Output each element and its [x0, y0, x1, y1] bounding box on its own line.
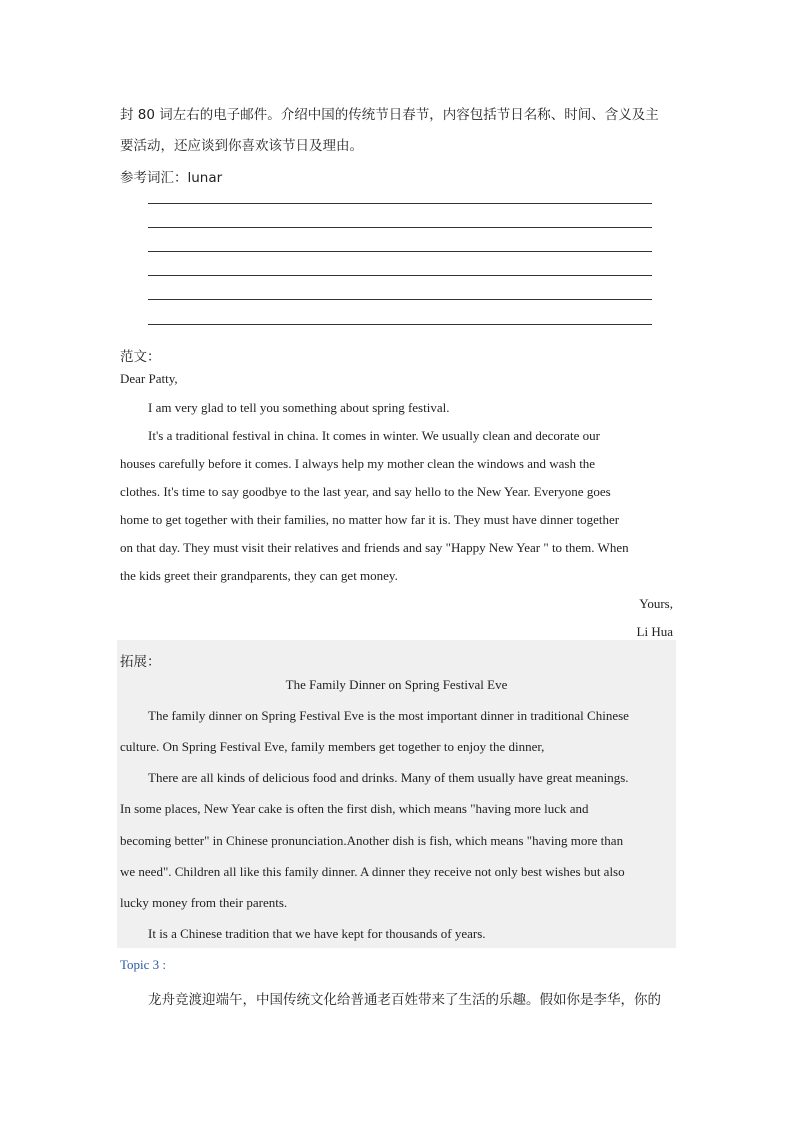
answer-line [148, 275, 652, 276]
extension-line: In some places, New Year cake is often the first dish, which means "having more luck and [120, 801, 589, 816]
extension-line: we need". Children all like this family dinner. A dinner they receive not only best wishes but also [120, 864, 625, 879]
signature: Li Hua [636, 624, 673, 639]
extension-line: lucky money from their parents. [120, 895, 288, 910]
sample-line: the kids greet their grandparents, they can get money. [120, 568, 398, 583]
extension-line: The family dinner on Spring Festival Eve is the most important dinner in traditional Chinese [148, 708, 629, 723]
prompt-line-2: 要活动，还应谈到你喜欢该节日及理由。 [120, 138, 363, 154]
answer-line [148, 227, 652, 228]
topic3-line: 龙舟竞渡迎端午，中国传统文化给普通老百姓带来了生活的乐趣。假如你是李华，你的 [148, 992, 661, 1008]
sample-line: houses carefully before it comes. I always help my mother clean the windows and wash the [120, 456, 596, 471]
sample-label: 范文： [120, 349, 161, 365]
answer-line [148, 324, 652, 325]
sample-line: clothes. It's time to say goodbye to the last year, and say hello to the New Year. Everyone goes [120, 484, 611, 499]
sample-line: home to get together with their families, no matter how far it is. They must have dinner together [120, 512, 620, 527]
sample-line: I am very glad to tell you something about spring festival. [148, 400, 450, 415]
sample-line: It's a traditional festival in china. It comes in winter. We usually clean and decorate our [148, 428, 600, 443]
answer-line [148, 203, 652, 204]
answer-line [148, 299, 652, 300]
extension-line: It is a Chinese tradition that we have kept for thousands of years. [148, 926, 486, 941]
sample-line: on that day. They must visit their relatives and friends and say "Happy New Year " to them. When [120, 540, 629, 555]
greeting: Dear Patty, [120, 371, 178, 386]
extension-title: The Family Dinner on Spring Festival Eve [285, 677, 508, 692]
answer-line [148, 251, 652, 252]
extension-label: 拓展： [120, 654, 161, 670]
prompt-line-1: 封 80 词左右的电子邮件。介绍中国的传统节日春节，内容包括节日名称、时间、含义及主 [120, 107, 659, 123]
extension-line: There are all kinds of delicious food and drinks. Many of them usually have great meanings. [148, 770, 629, 785]
extension-line: culture. On Spring Festival Eve, family members get together to enjoy the dinner, [120, 739, 545, 754]
vocab-hint: 参考词汇：lunar [120, 170, 223, 186]
extension-line: becoming better" in Chinese pronunciation.Another dish is fish, which means "having more than [120, 833, 624, 848]
closing: Yours, [639, 596, 673, 611]
topic3-label: Topic 3 : [120, 957, 167, 972]
